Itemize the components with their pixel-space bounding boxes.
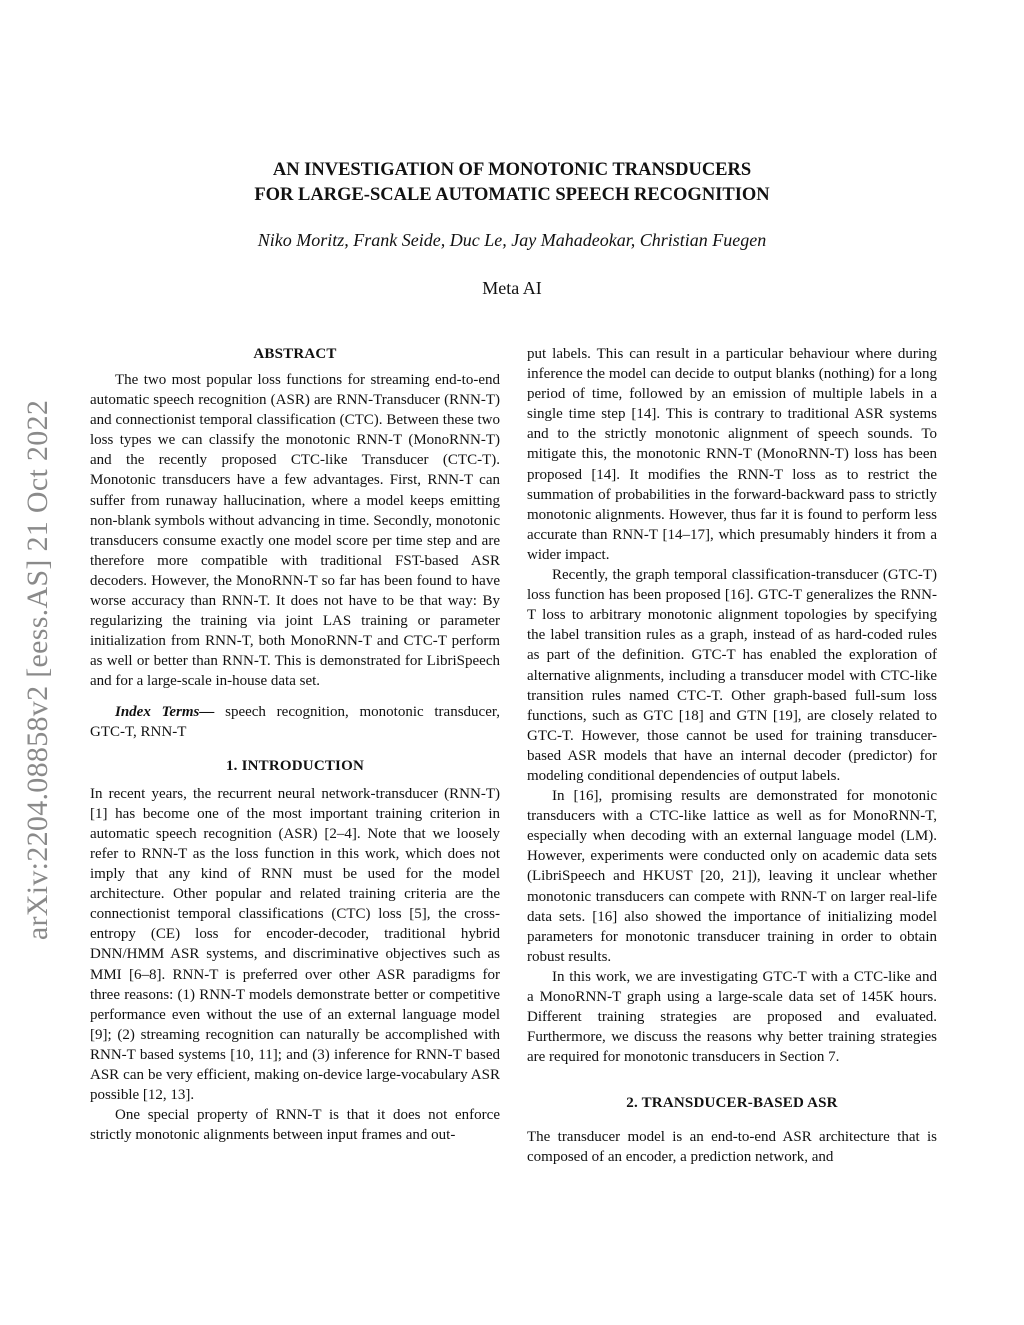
title-line-2: FOR LARGE-SCALE AUTOMATIC SPEECH RECOGNITION (254, 185, 770, 205)
right-paragraph-3: In [16], promising results are demonstrated for monotonic transducers with a CTC-like lattice as well as for MonoRNN-T, especially when decoding with an external language model (LM). However, experiments were conducted only on academic data sets (LibriSpeech and HKUST [20, 21]), leaving it unclear whether monotonic transducers can compete with RNN-T on larger real-life data sets. [16] also showed the importance of initializing model parameters for monotonic transducer training in order to obtain robust results. (527, 788, 937, 965)
paper-title (0, 158, 1024, 208)
index-terms-text: speech recognition, monotonic transducer, GTC-T, RNN-T (90, 703, 501, 740)
intro-paragraph-2: One special property of RNN-T is that it does not enforce strictly monotonic alignments between input frames and out- (90, 1107, 500, 1144)
affiliation: Meta AI (482, 278, 542, 298)
right-paragraph-1: put labels. This can result in a particular behaviour where during inference the model can decide to output blanks (nothing) for a long period of time, followed by an emission of multiple labels in a single time step [14]. This is contrary to traditional ASR systems and to the strictly monotonic alignment of speech sounds. To mitigate this, the monotonic RNN-T (MonoRNN-T) loss has been proposed [14]. It modifies the RNN-T loss as to restrict the summation of probabilities in the forward-backward pass to strictly monotonic alignments. However, thus far it is found to perform less accurate than RNN-T [14–17], which presumably hinders it from a wider impact. (527, 346, 937, 563)
index-terms (90, 702, 500, 742)
abstract-text: The two most popular loss functions for streaming end-to-end automatic speech recognition (ASR) are RNN-Transducer (RNN-T) and connectionist temporal classification (CTC). Between these two loss types we can classify the monotonic RNN-T (MonoRNN-T) and the recently proposed CTC-like Transducer (CTC-T). Monotonic transducers have a few advantages. First, RNN-T can suffer from runaway hallucination, where a model keeps emitting non-blank symbols without advancing in time. Secondly, monotonic transducers consume exactly one model score per time step and are therefore more compatible with traditional FST-based ASR decoders. However, the MonoRNN-T so far has been found to have worse accuracy than RNN-T. It does not have to be that way: By regularizing the training via joint LAS training or parameter initialization from RNN-T, both MonoRNN-T and CTC-T perform as well or better than RNN-T. This is demonstrated for LibriSpeech and for a large-scale in-house data set. (90, 372, 500, 690)
arxiv-identifier: arXiv:2204.08858v2 [eess.AS] 21 Oct 2022 (21, 399, 54, 941)
index-terms-label: Index Terms— (115, 703, 215, 720)
section-2-paragraph-1: The transducer model is an end-to-end ASR architecture that is composed of an encoder, a prediction network, and (527, 1129, 937, 1166)
right-column (527, 344, 937, 1168)
arxiv-sidebar (18, 350, 58, 990)
right-paragraph-4: In this work, we are investigating GTC-T with a CTC-like and a MonoRNN-T graph using a large-scale data set of 145K hours. Different training strategies are proposed and evaluated. Furthermore, we discuss the reasons why better training strategies are required for monotonic transducers in Section 7. (527, 968, 937, 1066)
intro-paragraph-1: In recent years, the recurrent neural network-transducer (RNN-T) [1] has become one of the most important training criterion in automatic speech recognition (ASR) [2–4]. Note that we loosely refer to RNN-T as the loss function in this work, which does not imply that any kind of RNN must be used for the model architecture. Other popular and related training criteria are the connectionist temporal classifications (CTC) loss [5], the cross-entropy (CE) loss for encoder-decoder, traditional hybrid DNN/HMM ASR systems, and discriminative objectives such as MMI [6–8]. RNN-T is preferred over other ASR paradigms for three reasons: (1) RNN-T models demonstrate better or competitive performance even without the use of an external language model [9]; (2) streaming recognition can naturally be accomplished with RNN-T based systems [10, 11]; and (3) inference for RNN-T based ASR can be very efficient, making on-device large-vocabulary ASR possible [12, 13]. (90, 785, 500, 1104)
section-2-heading: 2. TRANSDUCER-BASED ASR (626, 1095, 838, 1112)
right-paragraph-2: Recently, the graph temporal classification-transducer (GTC-T) loss function has been proposed [16]. GTC-T generalizes the RNN-T loss to arbitrary monotonic alignment topologies by specifying the label transition rules as a graph, instead of as hard-coded rules as part of the definition. GTC-T has enabled the exploration of alternative alignments, including a transducer model with CTC-like transition rules named CTC-T. Other graph-based full-sum loss functions, such as GTC [18] and GTN [19], are closely related to GTC-T. However, those cannot be used for training transducer-based ASR models that have an internal decoder (predictor) for modeling conditional dependencies of output labels. (527, 567, 937, 784)
title-line-1: AN INVESTIGATION OF MONOTONIC TRANSDUCERS (272, 160, 752, 180)
author-list: Niko Moritz, Frank Seide, Duc Le, Jay Mahadeokar, Christian Fuegen (257, 230, 767, 250)
intro-heading: 1. INTRODUCTION (225, 757, 364, 774)
abstract-heading: ABSTRACT (253, 346, 337, 362)
left-column (90, 344, 500, 1145)
